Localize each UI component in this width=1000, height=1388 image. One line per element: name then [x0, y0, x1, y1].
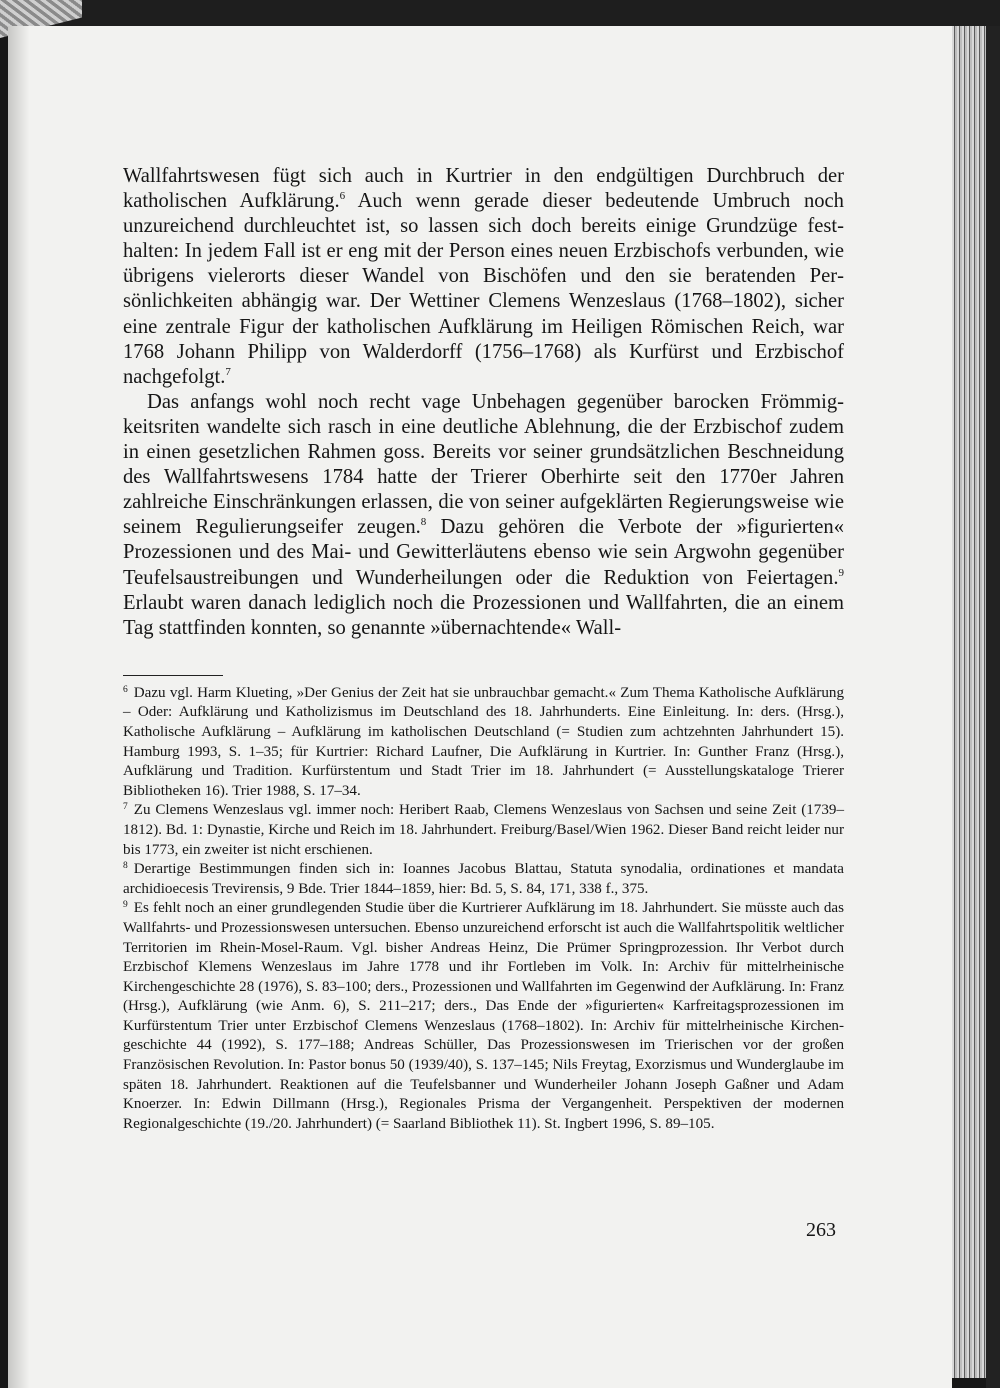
- binding-shadow: [8, 26, 30, 1388]
- footnote-text: Zu Clemens Wenzeslaus vgl. immer noch: Heribert Raab, Clemens Wenzeslaus von Sachsen und seine Zeit (1739–1812). Bd. 1: Dynastie, Kirche und Reich im 18. Jahrhundert. Freiburg/Basel/Wien 1962. Dieser Band reicht leider nur bis 1773, ein zweiter ist nicht erschienen.: [123, 802, 844, 858]
- footnote-separator: [123, 675, 223, 676]
- page-number: 263: [806, 1219, 836, 1241]
- paragraph-text: Erlaubt waren danach lediglich noch die Prozessionen und Wallfahrten, die an einem Tag stattfinden konnten, so genannte »übernachtende« Wall-: [123, 591, 844, 639]
- footnote-reference: 8: [420, 516, 427, 529]
- paragraph-text: Das anfangs wohl noch recht vage Unbehagen gegenüber barocken Frömmigkeitsriten wandelte sich rasch in eine deutliche Ablehnung, die der Erzbischof zudem in einen gesetzlichen Rahmen goss. Bereits vor seiner grundsätzlichen Beschneidung des Wallfahrtswesens 1784 hatte der Trierer Oberhirte seit den 1770er Jahren zahlreiche Einschränkungen erlassen, die von seiner aufgeklärten Regierungsweise wie seinem Regulierungseifer zeugen.: [123, 390, 844, 539]
- page-edges: [952, 26, 986, 1378]
- footnote-number: 8: [123, 861, 128, 872]
- footnote: [123, 684, 844, 802]
- book-cover-edge: [986, 26, 1000, 1388]
- footnote-number: 6: [123, 684, 128, 695]
- paragraph-text: Wallfahrtswesen fügt sich auch in Kurtrier in den endgültigen Durchbruch der katholischen Aufklärung.: [123, 165, 844, 213]
- footnote-number: 9: [123, 900, 128, 911]
- paragraph-text: Auch wenn gerade dieser bedeutende Umbruch noch unzureichend durchleuchtet ist, so lassen sich doch bereits einige Grundzüge festhalten: In jedem Fall ist er eng mit der Person eines neuen Erzbischofs verbunden, wie übrigens vielerorts dieser Wandel von Bischöfen und den sie beratenden Persönlichkeiten abhängig war. Der Wettiner Clemens Wenzeslaus (1768–1802), sicher eine zentrale Figur der katholischen Aufklärung im Heiligen Römischen Reich, war 1768 Johann Philipp von Walderdorff (1756–1768) als Kurfürst und Erzbischof nachgefolgt.: [123, 190, 844, 388]
- footnote: [123, 801, 844, 860]
- scan-background: [0, 0, 1000, 26]
- footnote-reference: 7: [225, 365, 231, 378]
- footnote-text: Dazu vgl. Harm Klueting, »Der Genius der Zeit hat sie unbrauchbar gemacht.« Zum Thema Katholische Aufklärung – Oder: Aufklärung und Katholizismus im Deutschland des 18. Jahrhunderts. Eine Einleitung. In: ders. (Hrsg.), Katholische Aufklärung – Aufklärung im katholischen Deutschland (= Studien zum achtzehnten Jahrhundert 15). Hamburg 1993, S. 1–35; für Kurtrier: Richard Laufner, Die Aufklärung in Kurtrier. In: Gunther Franz (Hrsg.), Aufklärung und Tradition. Kurfürstentum und Stadt Trier im 18. Jahrhundert (= Ausstellungskataloge Trierer Bibliotheken 16). Trier 1988, S. 17–34.: [123, 684, 844, 799]
- body-text: [123, 164, 844, 641]
- footnote-reference: 9: [838, 566, 844, 579]
- footnote-text: Derartige Bestimmungen finden sich in: Ioannes Jacobus Blattau, Statuta synodalia, ordinationes et mandata archidioecesis Trevirensis, 9 Bde. Trier 1844–1859, hier: Bd. 5, S. 84, 171, 338 f., 375.: [123, 861, 844, 897]
- footnote: [123, 860, 844, 899]
- body-paragraph: [123, 390, 844, 641]
- footnote-reference: 6: [339, 190, 346, 203]
- footnote-number: 7: [123, 802, 128, 813]
- footnotes: [123, 684, 844, 1135]
- paragraph-text: Dazu gehören die Verbote der »figurierten« Prozessionen und des Mai- und Gewitterläutens ebenso wie sein Argwohn gegenüber Teufelsaustreibungen und Wunderheilungen oder die Reduktion von Feiertagen.: [123, 516, 845, 589]
- footnote-text: Es fehlt noch an einer grundlegenden Studie über die Kurtrierer Aufklärung im 18. Jahrhundert. Sie müsste auch das Wallfahrts- und Prozessionswesen untersuchen. Ebenso unzureichend erforscht ist auch die Wallfahrtspolitik weltlicher Territorien im Rhein-Mosel-Raum. Vgl. bisher Andreas Heinz, Die Prümer Springprozession. Ihr Verbot durch Erzbischof Klemens Wenzeslaus im Jahre 1778 und ihr Fortleben im Volk. In: Archiv für mittelrheinische Kirchengeschichte 28 (1976), S. 83–100; ders., Prozessionen und Wallfahrten im Gegenwind der Aufklärung. In: Franz (Hrsg.), Aufklärung (wie Anm. 6), S. 211–217; ders., Das Ende der »figurierten« Karfreitagsprozessionen im Kurfürstentum Trier unter Erzbischof Clemens Wenzeslaus (1768–1802). In: Archiv für mittelrheinische Kirchengeschichte 44 (1992), S. 177–188; Andreas Schüller, Das Prozessionswesen im Trierischen vor der großen Französischen Revolution. In: Pastor bonus 50 (1939/40), S. 137–145; Nils Freytag, Exorzismus und Wunderglaube im späten 18. Jahrhundert. Reaktionen auf die Teufelsbanner und Wunderheiler Johann Joseph Gaßner und Adam Knoerzer. In: Edwin Dillmann (Hrsg.), Regionales Prisma der Vergangenheit. Perspektiven der modernen Regionalgeschichte (19./20. Jahrhundert) (= Saarland Bibliothek 11). St. Ingbert 1996, S. 89–105.: [123, 900, 844, 1132]
- text-column: [123, 164, 844, 1134]
- body-paragraph: [123, 164, 844, 390]
- footnote: [123, 899, 844, 1134]
